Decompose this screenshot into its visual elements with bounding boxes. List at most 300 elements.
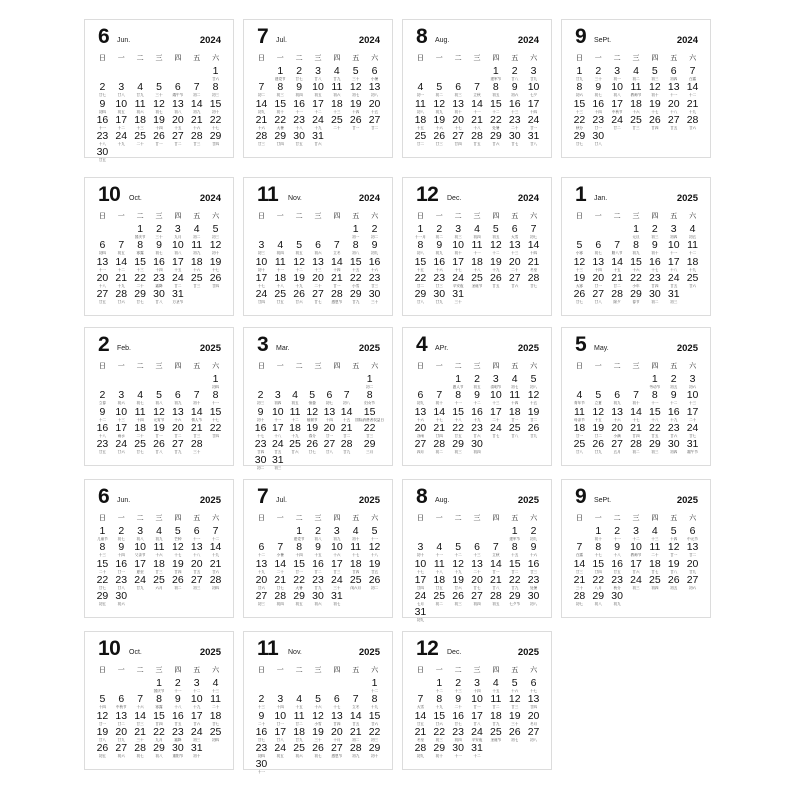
weekday-label: 五	[352, 213, 360, 220]
day-number: 21	[349, 725, 362, 738]
day-number: 16	[115, 557, 128, 570]
day-cell	[468, 711, 487, 727]
weekday-label: 五	[670, 213, 678, 220]
empty-cell	[430, 526, 449, 542]
day-number: 19	[368, 557, 381, 570]
day-cell	[346, 240, 365, 256]
month-number: 9	[575, 485, 587, 508]
day-number: 19	[452, 573, 464, 586]
day-number: 10	[134, 541, 146, 554]
lunar-label: 十五	[174, 125, 182, 130]
day-number: 29	[368, 742, 381, 755]
lunar-label: 十六	[193, 125, 201, 130]
day-number: 27	[667, 113, 680, 126]
day-number: 23	[368, 271, 381, 284]
empty-cell	[411, 374, 430, 390]
lunar-label: 青年节	[574, 401, 585, 406]
weekday-label: 一	[117, 55, 125, 62]
day-number: 2	[371, 223, 378, 235]
day-number: 20	[190, 557, 203, 570]
weekday-label: 一	[435, 515, 443, 522]
day-cell	[505, 526, 524, 542]
lunar-label: 廿五	[276, 300, 284, 305]
lunar-label: 万圣节	[172, 300, 184, 305]
day-number: 6	[315, 239, 321, 252]
day-cell	[150, 273, 169, 289]
day-number: 7	[689, 65, 696, 77]
weekday-label: 五	[511, 667, 519, 674]
weekday-label: 日	[98, 55, 106, 62]
lunar-label: 廿九	[575, 77, 584, 81]
day-number: 4	[492, 677, 499, 689]
day-number: 15	[433, 709, 446, 722]
lunar-label: 十五	[343, 417, 351, 422]
day-cell	[468, 542, 487, 558]
day-number: 6	[174, 81, 181, 94]
day-number: 19	[172, 557, 184, 570]
day-number: 28	[134, 742, 146, 755]
empty-cell	[112, 374, 131, 390]
lunar-label: 廿五	[98, 158, 107, 163]
lunar-label: 廿五	[613, 569, 621, 574]
month-number: 6	[98, 25, 110, 48]
day-number: 29	[349, 288, 362, 301]
lunar-label: 廿一	[325, 433, 334, 438]
month-card	[402, 19, 552, 158]
day-number: 8	[212, 81, 219, 94]
day-number: 31	[331, 590, 343, 603]
day-number: 3	[333, 525, 340, 537]
day-cell	[131, 131, 150, 147]
weekday-label: 一	[594, 515, 602, 522]
day-cell	[338, 423, 355, 439]
lunar-label: 十九	[670, 417, 678, 422]
lunar-label: 十九	[257, 569, 266, 574]
lunar-label: 白露	[575, 553, 584, 558]
day-cell	[468, 407, 487, 423]
month-card	[243, 19, 393, 158]
day-cell	[131, 743, 150, 759]
day-cell	[645, 374, 664, 390]
day-number: 10	[686, 389, 699, 402]
day-number: 15	[209, 405, 222, 418]
lunar-label: 廿九	[492, 721, 500, 726]
day-number: 29	[209, 130, 222, 143]
day-cell	[645, 257, 664, 273]
day-number: 15	[592, 557, 605, 570]
lunar-label: 十八	[670, 267, 678, 272]
empty-cell	[131, 66, 150, 82]
day-number: 22	[368, 725, 381, 738]
lunar-label: 十七	[435, 417, 443, 422]
day-cell	[505, 240, 524, 256]
day-cell	[664, 390, 683, 406]
day-number: 19	[312, 725, 324, 738]
day-cell	[187, 743, 206, 759]
day-number: 8	[366, 389, 373, 402]
lunar-label: 初六	[688, 385, 697, 389]
lunar-label: 初九	[416, 401, 425, 406]
day-cell	[150, 526, 169, 542]
day-cell	[589, 591, 608, 607]
lunar-label: 初四	[454, 737, 462, 742]
day-cell	[187, 82, 206, 98]
day-number: 7	[193, 81, 200, 94]
day-number: 1	[212, 65, 219, 77]
day-number: 26	[592, 438, 605, 451]
lunar-label: 十三	[575, 109, 584, 114]
day-cell	[365, 694, 384, 710]
day-number: 13	[368, 81, 381, 94]
day-number: 9	[436, 239, 443, 252]
lunar-label: 三十	[333, 585, 341, 590]
lunar-label: 廿八	[416, 300, 425, 305]
lunar-label: 廿八	[511, 77, 519, 81]
day-cell	[187, 542, 206, 558]
day-cell	[252, 82, 271, 98]
day-cell	[365, 559, 384, 575]
year-label: 2024	[358, 193, 380, 204]
weekday-label: 五	[670, 515, 678, 522]
day-number: 10	[490, 389, 502, 402]
lunar-label: 十二	[492, 109, 500, 114]
day-cell	[290, 66, 309, 82]
lunar-label: 初十	[211, 251, 220, 256]
day-number: 23	[667, 421, 680, 434]
day-number: 2	[99, 389, 106, 402]
day-cell	[449, 559, 468, 575]
empty-cell	[570, 374, 589, 390]
empty-cell	[570, 224, 589, 240]
day-number: 17	[271, 421, 284, 434]
weekday-header	[411, 514, 543, 523]
lunar-label: 二十	[511, 267, 519, 272]
weekday-label: 六	[371, 55, 379, 62]
day-cell	[411, 559, 430, 575]
lunar-label: 十二	[492, 251, 500, 256]
day-number: 15	[649, 405, 661, 418]
day-number: 3	[137, 525, 144, 537]
day-number: 14	[573, 557, 586, 570]
day-number: 15	[508, 557, 521, 570]
day-number: 13	[331, 709, 343, 722]
day-cell	[187, 439, 206, 455]
lunar-label: 十四	[276, 705, 284, 710]
day-cell	[570, 257, 589, 273]
month-number: 4	[416, 333, 428, 356]
day-number: 7	[352, 693, 359, 706]
day-cell	[683, 273, 702, 289]
day-cell	[627, 390, 646, 406]
lunar-label: 十五	[416, 267, 425, 272]
lunar-label: 初九	[416, 618, 425, 623]
day-cell	[486, 224, 505, 240]
lunar-label: 平安夜	[471, 737, 483, 742]
lunar-label: 廿七	[136, 450, 144, 455]
day-cell	[309, 273, 328, 289]
day-cell	[206, 727, 225, 743]
lunar-label: 初三	[193, 737, 201, 742]
month-name: Nov.	[288, 649, 302, 656]
lunar-label: 廿二	[416, 142, 425, 147]
lunar-label: 廿六	[688, 283, 697, 288]
day-number: 14	[414, 709, 427, 722]
lunar-label: 二十	[473, 569, 481, 574]
day-cell	[486, 423, 505, 439]
day-cell	[411, 257, 430, 273]
day-cell	[252, 743, 271, 759]
day-number: 22	[414, 271, 427, 284]
day-number: 11	[134, 97, 146, 110]
day-cell	[524, 374, 543, 390]
day-number: 8	[417, 239, 424, 252]
day-cell	[150, 711, 169, 727]
day-cell	[589, 82, 608, 98]
day-cell	[683, 240, 702, 256]
weekday-label: 二	[613, 363, 621, 370]
weekday-label: 四	[333, 515, 341, 522]
weekday-label: 六	[212, 667, 220, 674]
day-number: 20	[686, 557, 699, 570]
year-label: 2024	[676, 35, 698, 46]
day-cell	[290, 257, 309, 273]
day-cell	[505, 257, 524, 273]
lunar-label: 廿三	[155, 569, 163, 574]
day-cell	[131, 559, 150, 575]
day-cell	[589, 66, 608, 82]
lunar-label: 十四	[136, 417, 144, 422]
day-cell	[505, 559, 524, 575]
lunar-label: 初十	[193, 401, 201, 406]
day-number: 19	[649, 97, 661, 110]
day-cell	[112, 407, 131, 423]
day-number: 10	[611, 81, 623, 94]
day-number: 16	[667, 405, 680, 418]
day-cell	[524, 390, 543, 406]
lunar-label: 十七	[211, 125, 220, 130]
day-cell	[365, 257, 384, 273]
day-number: 22	[96, 573, 109, 586]
day-number: 16	[452, 709, 464, 722]
weekday-label: 三	[632, 55, 640, 62]
weekday-label: 日	[98, 515, 106, 522]
day-cell	[664, 289, 683, 305]
day-number: 4	[417, 81, 424, 94]
weekday-label: 五	[670, 55, 678, 62]
day-number: 23	[172, 725, 184, 738]
day-number: 30	[254, 454, 267, 467]
day-number: 23	[96, 130, 109, 143]
day-number: 22	[630, 271, 642, 284]
weekday-label: 二	[136, 55, 144, 62]
lunar-label: 初七	[155, 251, 163, 256]
lunar-label: 初五	[473, 385, 481, 389]
day-number: 23	[527, 573, 540, 586]
day-number: 20	[592, 271, 605, 284]
day-cell	[346, 66, 365, 82]
weekday-label: 四	[651, 515, 659, 522]
day-cell	[664, 82, 683, 98]
lunar-label: 廿九	[435, 300, 443, 305]
day-number: 5	[530, 373, 537, 385]
lunar-label: 廿四	[454, 142, 462, 147]
lunar-label: 十二	[314, 109, 322, 114]
lunar-label: 十二	[688, 93, 697, 98]
lunar-label: 初三	[670, 300, 678, 305]
day-number: 4	[292, 389, 298, 402]
day-cell	[252, 257, 271, 273]
day-number: 1	[352, 223, 359, 235]
lunar-label: 十四	[594, 109, 602, 114]
day-cell	[187, 115, 206, 131]
lunar-label: 感恩节	[331, 754, 343, 759]
lunar-label: 廿七	[575, 142, 584, 147]
lunar-label: 廿六	[670, 433, 678, 438]
weekday-label: 四	[651, 213, 659, 220]
empty-cell	[187, 374, 206, 390]
lunar-label: 初一	[352, 235, 360, 239]
lunar-label: 初二	[632, 77, 640, 81]
lunar-label: 初七	[594, 93, 602, 98]
weekday-label: 五	[511, 515, 519, 522]
lunar-label: 廿八	[325, 450, 334, 455]
day-cell	[93, 82, 112, 98]
day-cell	[411, 273, 430, 289]
lunar-label: 感恩节	[331, 300, 343, 305]
day-cell	[365, 542, 384, 558]
day-cell	[290, 575, 309, 591]
day-cell	[411, 694, 430, 710]
day-number: 31	[527, 130, 540, 143]
lunar-label: 二十	[651, 553, 659, 558]
day-number: 24	[274, 742, 287, 755]
day-number: 7	[193, 389, 200, 402]
day-number: 21	[255, 113, 268, 126]
lunar-label: 三十	[314, 737, 322, 742]
weekday-label: 五	[193, 363, 201, 370]
day-cell	[206, 559, 225, 575]
day-cell	[150, 99, 169, 115]
day-cell	[608, 526, 627, 542]
lunar-label: 闰六月	[350, 585, 362, 590]
day-cell	[411, 82, 430, 98]
day-number: 26	[433, 130, 446, 143]
day-cell	[664, 423, 683, 439]
month-card	[402, 631, 552, 770]
day-cell	[271, 257, 290, 273]
lunar-label: 廿五	[670, 283, 678, 288]
day-cell	[449, 542, 468, 558]
day-number: 13	[255, 557, 268, 570]
lunar-label: 初七	[333, 602, 341, 607]
lunar-label: 十八	[370, 553, 379, 558]
empty-cell	[252, 526, 271, 542]
day-number: 11	[134, 405, 146, 418]
day-number: 2	[455, 677, 462, 689]
lunar-label: 处暑	[529, 585, 538, 590]
lunar-label: 十二	[435, 689, 443, 693]
empty-cell	[252, 374, 269, 390]
day-cell	[570, 423, 589, 439]
weekday-label: 六	[212, 515, 220, 522]
day-number: 6	[689, 525, 696, 537]
day-number: 14	[331, 255, 343, 268]
day-number: 2	[258, 693, 265, 706]
day-number: 17	[527, 97, 540, 110]
day-cell	[168, 743, 187, 759]
day-cell	[290, 743, 309, 759]
day-cell	[269, 407, 286, 423]
day-cell	[286, 423, 303, 439]
day-cell	[309, 711, 328, 727]
day-number: 11	[490, 693, 502, 706]
day-cell	[346, 542, 365, 558]
day-cell	[355, 423, 384, 439]
lunar-label: 二十	[454, 705, 462, 710]
lunar-label: 廿四	[416, 585, 425, 590]
day-cell	[93, 407, 112, 423]
day-cell	[570, 407, 589, 423]
day-cell	[524, 526, 543, 542]
day-cell	[187, 390, 206, 406]
day-number: 19	[508, 709, 521, 722]
day-number: 13	[592, 255, 605, 268]
day-cell	[589, 407, 608, 423]
lunar-label: 十七	[352, 553, 360, 558]
day-number: 30	[471, 438, 483, 451]
weekday-label: 二	[136, 363, 144, 370]
lunar-label: 廿七	[314, 300, 322, 305]
days-grid	[93, 526, 225, 607]
day-number: 23	[153, 271, 165, 284]
day-cell	[252, 559, 271, 575]
day-number: 1	[436, 677, 443, 689]
lunar-label: 廿一	[492, 569, 500, 574]
lunar-label: 廿五	[435, 585, 443, 590]
day-number: 12	[293, 255, 305, 268]
day-number: 12	[349, 81, 362, 94]
day-cell	[131, 542, 150, 558]
day-number: 25	[573, 438, 586, 451]
day-cell	[252, 115, 271, 131]
day-number: 18	[134, 113, 146, 126]
lunar-label: 九月	[174, 235, 182, 239]
day-number: 3	[174, 223, 181, 235]
day-number: 31	[667, 288, 680, 301]
day-number: 16	[527, 557, 540, 570]
day-cell	[486, 678, 505, 694]
day-number: 3	[118, 81, 125, 94]
day-number: 27	[115, 742, 128, 755]
day-number: 18	[573, 421, 586, 434]
day-number: 21	[134, 725, 146, 738]
day-cell	[683, 257, 702, 273]
day-number: 27	[172, 130, 184, 143]
day-number: 25	[490, 725, 502, 738]
day-number: 13	[312, 255, 324, 268]
empty-cell	[112, 66, 131, 82]
day-cell	[411, 711, 430, 727]
day-number: 27	[471, 590, 483, 603]
lunar-label: 初九	[613, 401, 621, 406]
lunar-label: 大暑	[276, 125, 284, 130]
day-cell	[131, 407, 150, 423]
lunar-label: 廿九	[529, 433, 538, 438]
day-cell	[645, 407, 664, 423]
day-cell	[486, 711, 505, 727]
lunar-label: 初八	[174, 109, 182, 114]
day-number: 20	[115, 725, 128, 738]
